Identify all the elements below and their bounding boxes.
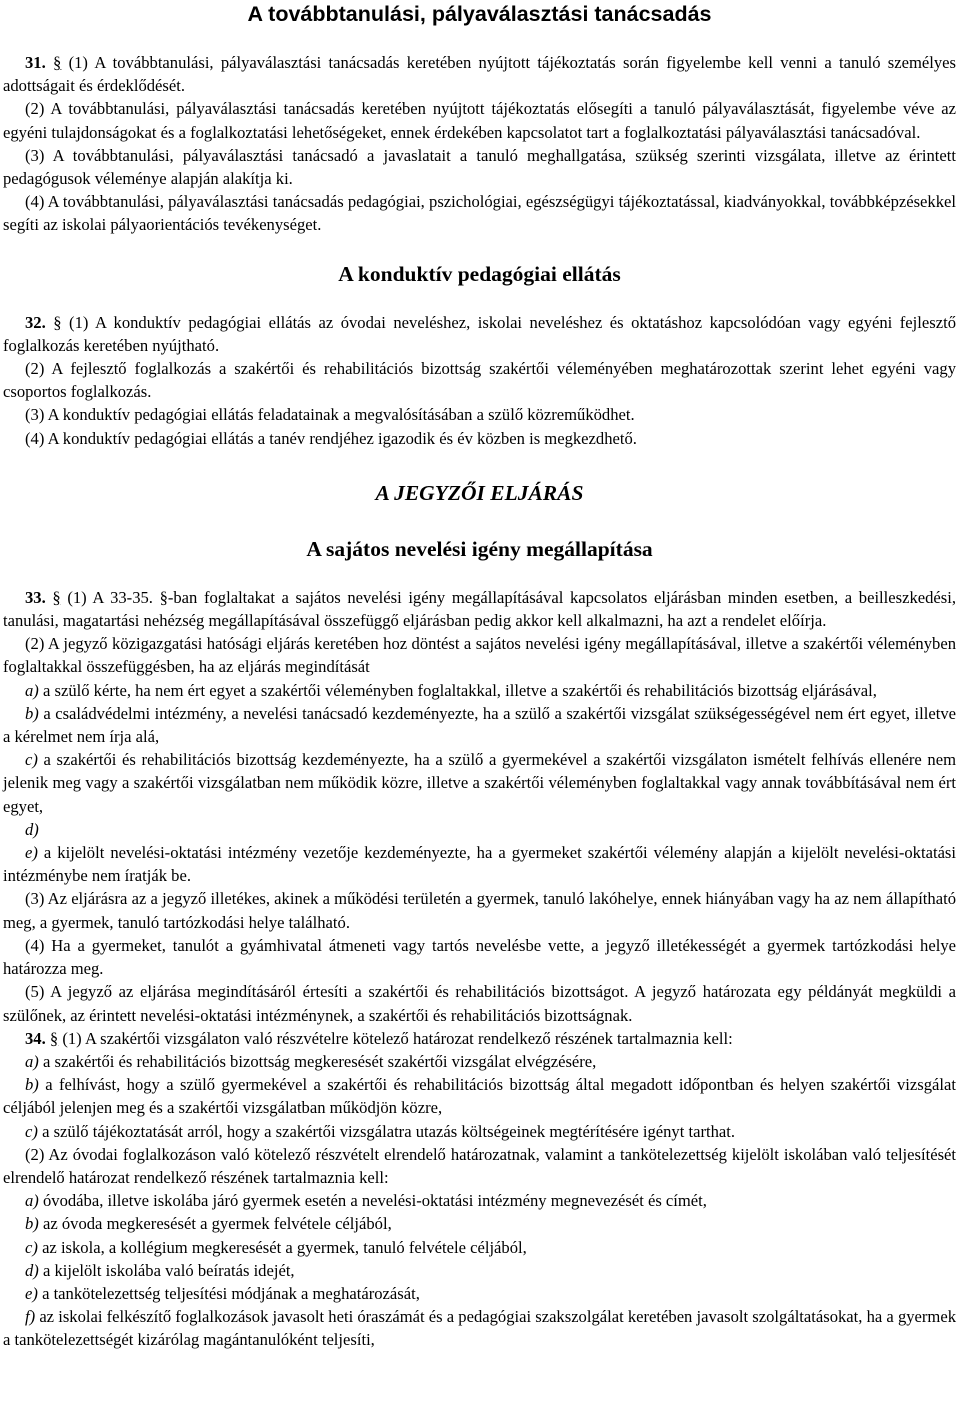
item-text: a kijelölt nevelési-oktatási intézmény vezetője kezdeményezte, ha a gyermeket szakértői vélemény alapján a kijelölt nevelési-oktatási intézménybe nem íratják be. [3, 843, 956, 886]
item-letter: a) [25, 680, 39, 700]
list-item-34-2-a [3, 1189, 956, 1212]
list-item-34-2-f [3, 1305, 956, 1351]
item-letter: a) [25, 1051, 39, 1071]
list-item-33-d [3, 818, 956, 841]
section-number-34: 34. [25, 1028, 46, 1048]
list-item-33-a [3, 679, 956, 702]
para-31-1 [3, 51, 956, 97]
list-item-33-e [3, 841, 956, 887]
section-heading-konduktiv: A konduktív pedagógiai ellátás [338, 261, 621, 286]
para-31-2: (2) A továbbtanulási, pályaválasztási tanácsadás keretében nyújtott tájékoztatás elősegíti a tanuló pályaválasztását, figyelembe véve az egyéni tulajdonságokat és a foglalkoztatási lehetőségeket, ennek érdekében kapcsolatot tart a foglalkoztatási pályaválasztási tanácsadóval. [3, 99, 956, 142]
item-text: az iskola, a kollégium megkeresését a gyermek, tanuló felvétele céljából, [42, 1237, 527, 1257]
item-letter: d) [25, 1260, 39, 1280]
item-letter: e) [25, 843, 38, 863]
item-letter: a) [25, 1191, 39, 1211]
chapter-heading-jegyzoi-eljaras: A JEGYZŐI ELJÁRÁS [375, 480, 584, 505]
section-symbol: § [53, 312, 62, 332]
item-letter: b) [25, 1075, 39, 1095]
list-item-34-1-b [3, 1073, 956, 1119]
para-32-1 [3, 311, 956, 357]
para-34-2: (2) Az óvodai foglalkozáson való kötelező részvételt elrendelő határozatnak, valamint a tankötelezettség kijelölt iskolában való teljesítését elrendelő határozat rendelkező részének tartalmaznia kell: [3, 1144, 956, 1187]
item-text: a felhívást, hogy a szülő gyermekével a szakértői és rehabilitációs bizottság által megadott időpontban és helyen szakértői vizsgálat céljából jelenjen meg és a szakértői vizsgálatban működjön közre, [3, 1075, 956, 1118]
para-text: (1) A szakértői vizsgálaton való részvételre kötelező határozat rendelkező részének tartalmaznia kell: [62, 1028, 733, 1048]
list-item-34-1-a [3, 1050, 956, 1073]
list-item-34-2-e [3, 1282, 956, 1305]
item-letter: c) [25, 750, 38, 770]
list-item-34-2-b [3, 1212, 956, 1235]
section-symbol: § [52, 587, 61, 607]
para-32-3: (3) A konduktív pedagógiai ellátás feladatainak a megvalósításában a szülő közreműködhet. [25, 405, 635, 425]
section-number-31: 31. [25, 53, 46, 72]
list-item-33-b [3, 702, 956, 748]
para-31-4: (4) A továbbtanulási, pályaválasztási tanácsadás pedagógiai, pszichológiai, egészségügyi tájékoztatással, kiadványokkal, továbbképzésekkel segíti az iskolai pályaorientációs tevékenységet. [3, 192, 956, 235]
para-33-2: (2) A jegyző közigazgatási hatósági eljárás keretében hoz döntést a sajátos nevelési igény megállapításával, illetve a szakértői véleményben foglaltakkal összefüggésben, ha az eljárás megindítását [3, 634, 956, 677]
list-item-34-1-c [3, 1120, 956, 1143]
para-33-1 [3, 586, 956, 632]
item-letter: b) [25, 703, 39, 723]
item-text: óvodába, illetve iskolába járó gyermek esetén a nevelési-oktatási intézmény megnevezését és címét, [42, 1191, 707, 1211]
item-text: a szakértői és rehabilitációs bizottság megkeresését szakértői vizsgálat elvégzésére, [42, 1051, 597, 1071]
item-text: a szakértői és rehabilitációs bizottság kezdeményezte, ha a szülő a gyermekével a szakértői vizsgálaton ismételt felhívás ellenére nem jelenik meg vagy a szakértői vizsgálatban nem működik közre, illetve a szakértői véleményben foglaltakkal vagy annak továbbításával nem ért egyet, [3, 750, 956, 816]
item-letter: d) [25, 819, 39, 839]
para-34-1 [3, 1027, 956, 1050]
item-text: a szülő kérte, ha nem ért egyet a szakértői véleményben foglaltakkal, illetve a szakértői és rehabilitációs bizottság eljárásával, [42, 680, 877, 700]
para-text: (1) A 33-35. §-ban foglaltakat a sajátos nevelési igény megállapításával kapcsolatos eljárásban minden esetben, a beilleszkedési, tanulási, magatartási nehézség megállapításával összefüggő eljárásban pedig akkor kell alkalmazni, ha azt a rendelet előírja. [3, 587, 957, 631]
list-item-34-2-d [3, 1259, 956, 1282]
section-heading-tovabbtanulasi: A továbbtanulási, pályaválasztási tanácsadás [247, 2, 712, 26]
para-32-2: (2) A fejlesztő foglalkozás a szakértői és rehabilitációs bizottság szakértői véleményében meghatározottak szerint lehet egyéni vagy csoportos foglalkozás. [3, 359, 956, 402]
para-text: (1) A konduktív pedagógiai ellátás az óvodai neveléshez, iskolai neveléshez és oktatáshoz kapcsolódóan vagy egyéni fejlesztő foglalkozás keretében nyújtható. [3, 312, 956, 355]
list-item-33-c [3, 748, 956, 818]
item-text: a szülő tájékoztatását arról, hogy a szakértői vizsgálatra utazás költségeinek megtérítésére igényt tarthat. [42, 1121, 736, 1141]
item-letter: c) [25, 1121, 38, 1141]
para-33-5: (5) A jegyző az eljárása megindításáról értesíti a szakértői és rehabilitációs bizottságot. A jegyző határozata egy példányát megküldi a szülőnek, az érintett nevelési-oktatási intézménynek, a szakértői és rehabilitációs bizottságnak. [3, 982, 956, 1025]
section-heading-sajatos-nevelesi: A sajátos nevelési igény megállapítása [306, 536, 653, 561]
item-text: az iskolai felkészítő foglalkozások javasolt heti óraszámát és a pedagógiai szakszolgálat keretében javasolt szolgáltatásokat, ha a gyermek a tankötelezettségét kizárólag magántanulóként teljesíti, [3, 1307, 956, 1350]
para-31-3: (3) A továbbtanulási, pályaválasztási tanácsadó a javaslatait a tanuló meghallgatása, szükség szerinti vizsgálata, illetve az érintett pedagógusok véleménye alapján alakítja ki. [3, 145, 956, 189]
item-text: a családvédelmi intézmény, a nevelési tanácsadó kezdeményezte, ha a szülő a szakértői vizsgálat szükségességével nem ért egyet, illetve a kérelmet nem írja alá, [3, 703, 956, 747]
item-letter: f) [25, 1307, 36, 1327]
para-33-4: (4) Ha a gyermeket, tanulót a gyámhivatal átmeneti vagy tartós nevelésbe vette, a jegyző illetékességét a gyermek tartózkodási helye határozza meg. [3, 935, 956, 979]
item-text: az óvoda megkeresését a gyermek felvétele céljából, [42, 1214, 392, 1234]
para-text: (1) A továbbtanulási, pályaválasztási tanácsadás keretében nyújtott tájékoztatás során figyelembe kell venni a tanuló személyes adottságait és érdeklődését. [3, 53, 956, 96]
item-letter: e) [25, 1283, 38, 1303]
item-letter: b) [25, 1214, 39, 1234]
item-letter: c) [25, 1237, 38, 1257]
section-symbol: § [53, 53, 62, 72]
section-symbol: § [49, 1028, 59, 1048]
para-32-4: (4) A konduktív pedagógiai ellátás a tanév rendjéhez igazodik és év közben is megkezdhető. [25, 428, 637, 448]
para-33-3: (3) Az eljárásra az a jegyző illetékes, akinek a működési területén a gyermek, tanuló lakóhelye, ennek hiányában vagy ha az nem állapítható meg, a gyermek, tanuló tartózkodási helye található. [3, 889, 956, 932]
section-number-33: 33. [25, 587, 46, 607]
item-text: a kijelölt iskolába való beíratás idejét, [42, 1260, 295, 1280]
list-item-34-2-c [3, 1236, 956, 1259]
section-number-32: 32. [25, 312, 46, 332]
item-text: a tankötelezettség teljesítési módjának a meghatározását, [42, 1283, 420, 1303]
